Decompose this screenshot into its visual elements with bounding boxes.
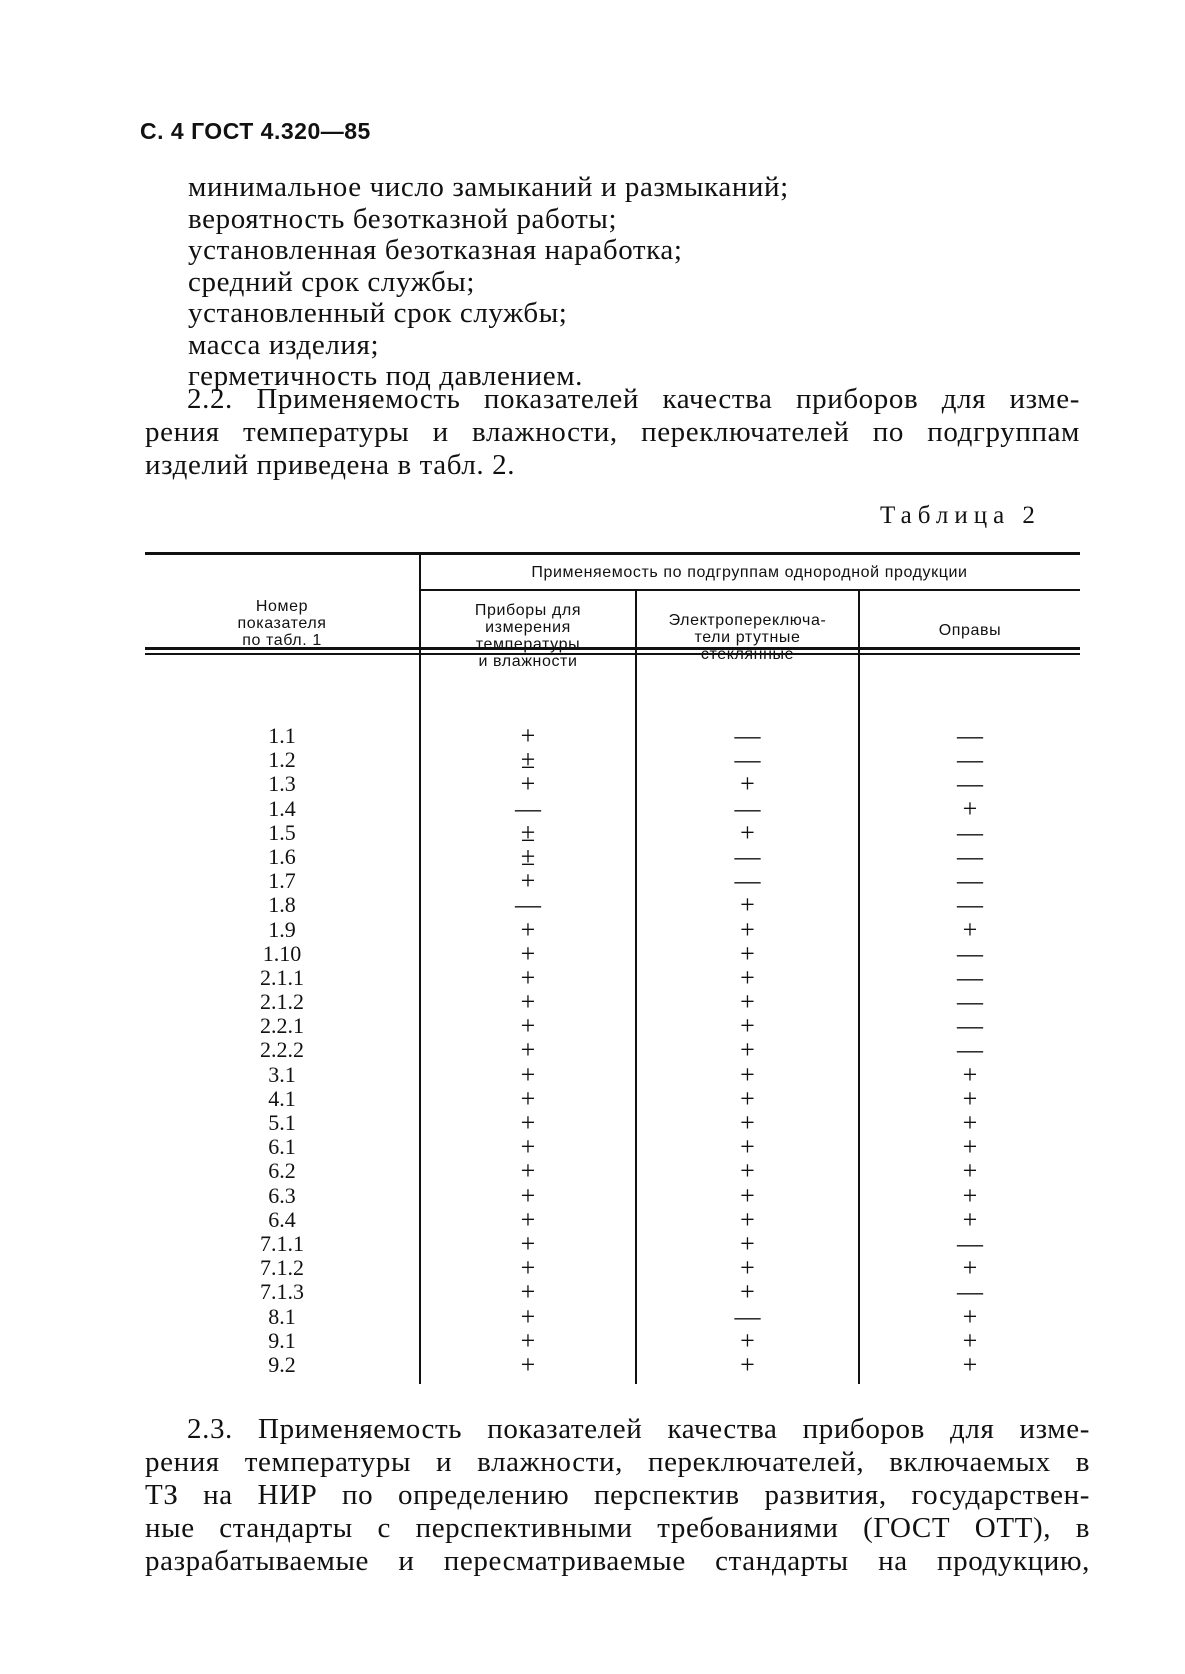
table-cell-frames: +	[962, 1349, 978, 1379]
page-header: С. 4 ГОСТ 4.320—85	[140, 118, 371, 144]
table-cell-frames: —	[957, 866, 983, 896]
list-item: герметичность под давлением.	[188, 360, 583, 392]
table-cell-instruments: +	[520, 1325, 536, 1355]
table-cell-number: 6.3	[268, 1182, 296, 1208]
table-cell-frames: +	[962, 1083, 978, 1113]
table-cell-number: 1.10	[262, 940, 302, 966]
table-cell-number: 1.7	[268, 868, 296, 894]
group-header-rule	[419, 589, 1080, 591]
table-cell-number: 8.1	[268, 1303, 296, 1329]
table-cell-number: 9.1	[268, 1327, 296, 1353]
table-cell-number: 9.2	[268, 1351, 296, 1377]
table-cell-switches: +	[740, 890, 755, 920]
table-cell-frames: +	[962, 793, 978, 823]
table-cell-switches: +	[740, 1325, 755, 1355]
table-cell-number: 6.4	[268, 1206, 296, 1232]
paragraph-line: 2.3. Применяемость показателей качества приборов для изме-	[187, 1413, 1090, 1445]
paragraph-line: изделий приведена в табл. 2.	[145, 449, 516, 481]
table-cell-instruments: +	[520, 1180, 536, 1210]
table-cell-frames: —	[957, 987, 983, 1017]
table-cell-number: 1.1	[268, 723, 296, 748]
number-column	[145, 724, 419, 1377]
list-item: установленный срок службы;	[188, 297, 568, 329]
table-cell-switches: +	[740, 817, 755, 847]
table-cell-instruments: —	[515, 890, 541, 920]
table-cell-instruments: +	[520, 1204, 536, 1234]
table-cell-instruments: +	[520, 1108, 536, 1137]
table-cell-switches: +	[740, 1277, 755, 1307]
table-cell-switches: +	[740, 987, 755, 1017]
table-cell-number: 1.9	[268, 916, 296, 942]
table-cell-instruments: +	[520, 1156, 536, 1186]
table-cell-instruments: ±	[520, 745, 536, 775]
table-cell-instruments: +	[520, 1228, 536, 1258]
table-cell-frames: +	[962, 1325, 978, 1355]
table-cell-switches: —	[734, 841, 761, 871]
instruments-column	[421, 721, 635, 1379]
table-cell-instruments: +	[520, 1349, 536, 1379]
col-header-frames: Оправы	[938, 622, 1002, 639]
table-cell-frames: +	[962, 1204, 978, 1234]
paragraph-line: ТЗ на НИР по определению перспектив развития, государствен-	[145, 1479, 1090, 1511]
table-cell-switches: +	[740, 1059, 755, 1089]
table-cell-number: 1.5	[268, 819, 296, 845]
table-cell-number: 4.1	[268, 1085, 296, 1111]
table-cell-frames: —	[957, 721, 983, 750]
table-cell-instruments: +	[520, 866, 536, 896]
table-cell-instruments: +	[520, 914, 536, 944]
table-cell-instruments: ±	[520, 841, 536, 871]
table-top-rule	[145, 552, 1080, 555]
group-header: Применяемость по подгруппам однородной продукции	[531, 564, 968, 581]
table-cell-number: 3.1	[268, 1061, 296, 1087]
col-header-switches: Электропереключа- тели ртутные стеклянные	[668, 612, 827, 663]
table-cell-switches: +	[740, 914, 755, 944]
table-cell-switches: +	[740, 1180, 755, 1210]
table-cell-switches: —	[734, 793, 761, 823]
table-cell-switches: +	[740, 1228, 755, 1258]
table-cell-number: 2.1.1	[260, 964, 304, 990]
table-cell-switches: +	[740, 1035, 755, 1065]
table-cell-instruments: +	[520, 1035, 536, 1065]
table-cell-instruments: +	[520, 769, 536, 799]
paragraph-line: 2.2. Применяемость показателей качества приборов для изме-	[187, 383, 1080, 415]
table-cell-instruments: +	[520, 987, 536, 1017]
table-cell-switches: +	[740, 1349, 755, 1379]
list-item: вероятность безотказной работы;	[188, 202, 618, 235]
table-cell-switches: +	[740, 1083, 755, 1113]
paragraph-line: ные стандарты с перспективными требованиями (ГОСТ ОТТ), в	[145, 1512, 1090, 1544]
table-cell-frames: +	[962, 1301, 978, 1331]
table-cell-instruments: +	[520, 1253, 536, 1283]
col-header-number: Номер показателя по табл. 1	[237, 598, 327, 649]
table-cell-frames: —	[957, 890, 983, 920]
table-cell-frames: —	[957, 1277, 983, 1307]
table-cell-instruments: +	[520, 1132, 536, 1162]
table-cell-switches: —	[734, 1301, 761, 1331]
table-cell-number: 7.1.3	[260, 1279, 304, 1305]
table-cell-frames: —	[957, 817, 983, 847]
table-caption: Таблица 2	[880, 502, 1041, 529]
table-cell-number: 1.6	[268, 843, 296, 869]
table-cell-frames: +	[962, 914, 978, 944]
table-cell-number: 2.2.1	[260, 1013, 304, 1039]
table-cell-instruments: +	[520, 938, 536, 968]
col-header-instruments: Приборы для измерения температуры и влажности	[474, 602, 582, 670]
table-cell-frames: —	[957, 841, 983, 871]
table-cell-number: 2.2.2	[260, 1037, 304, 1063]
paragraph-line: рения температуры и влажности, переключателей по подгруппам	[145, 416, 1080, 448]
table-cell-frames: +	[962, 1059, 978, 1089]
list-item: установленная безотказная наработка;	[188, 234, 683, 266]
table-cell-instruments: ±	[520, 817, 536, 847]
table-cell-frames: +	[962, 1108, 978, 1137]
list-item: минимальное число замыканий и размыканий;	[188, 171, 789, 203]
table-cell-number: 6.2	[268, 1158, 296, 1184]
table-cell-instruments: +	[520, 1059, 536, 1089]
table-cell-switches: +	[740, 1253, 755, 1283]
table-cell-switches: +	[740, 962, 755, 992]
table-cell-switches: +	[740, 1156, 755, 1186]
table-cell-frames: +	[962, 1156, 978, 1186]
table-cell-instruments: +	[520, 962, 536, 992]
table-cell-instruments: +	[520, 1011, 536, 1041]
list-item: средний срок службы;	[188, 265, 476, 298]
list-item: масса изделия;	[188, 328, 380, 361]
table-cell-frames: —	[957, 1228, 983, 1258]
table-cell-switches: +	[740, 1132, 755, 1162]
table-cell-number: 1.3	[268, 771, 296, 797]
table-cell-switches: —	[734, 866, 761, 896]
paragraph-2-2	[145, 383, 1080, 482]
table-cell-frames: —	[957, 938, 983, 968]
table-cell-instruments: +	[520, 721, 536, 750]
table-cell-instruments: +	[520, 1277, 536, 1307]
requirements-list	[188, 172, 1088, 393]
table-cell-frames: —	[957, 1011, 983, 1041]
table-cell-number: 1.4	[268, 795, 296, 821]
paragraph-2-3	[145, 1413, 1090, 1578]
table-cell-number: 7.1.2	[260, 1255, 304, 1281]
table-cell-switches: +	[740, 1108, 755, 1137]
table-cell-number: 6.1	[268, 1134, 296, 1160]
table-cell-instruments: +	[520, 1301, 536, 1331]
table-cell-switches: —	[734, 745, 761, 775]
table-cell-frames: —	[957, 1035, 983, 1065]
table-cell-switches: +	[740, 938, 755, 968]
table-cell-frames: +	[962, 1253, 978, 1283]
table-cell-frames: +	[962, 1132, 978, 1162]
table-cell-number: 1.2	[268, 747, 296, 773]
table-cell-switches: +	[740, 769, 755, 799]
table-cell-switches: —	[734, 721, 761, 750]
table-cell-number: 5.1	[268, 1110, 296, 1135]
table-cell-number: 1.8	[268, 892, 296, 918]
table-cell-frames: —	[957, 962, 983, 992]
table-cell-switches: +	[740, 1011, 755, 1041]
paragraph-line: разрабатываемые и пересматриваемые стандарты на продукцию,	[145, 1545, 1090, 1577]
table-cell-instruments: +	[520, 1083, 536, 1113]
table-cell-frames: +	[962, 1180, 978, 1210]
table-cell-frames: —	[957, 769, 983, 799]
switches-column	[637, 721, 858, 1379]
table-cell-switches: +	[740, 1204, 755, 1234]
table-cell-number: 7.1.1	[260, 1230, 304, 1256]
table-cell-frames: —	[957, 745, 983, 775]
table-2	[145, 544, 1080, 1384]
paragraph-line: рения температуры и влажности, переключателей, включаемых в	[145, 1446, 1090, 1478]
table-cell-number: 2.1.2	[260, 989, 304, 1015]
frames-column	[860, 721, 1080, 1379]
table-cell-instruments: —	[515, 793, 541, 823]
